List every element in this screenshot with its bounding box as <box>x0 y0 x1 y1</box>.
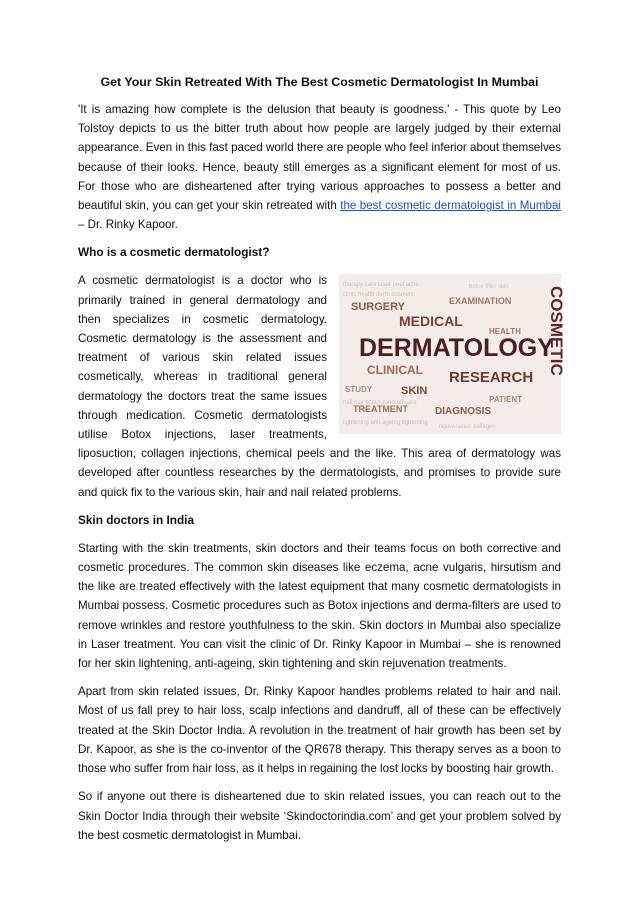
section-heading-cosmetic-dermatologist: Who is a cosmetic dermatologist? <box>78 245 270 260</box>
svg-text:lightening anti-ageing tighten: lightening anti-ageing tightening <box>343 420 428 427</box>
cloud-word-main: DERMATOLOGY <box>359 334 554 363</box>
cloud-word-examination: EXAMINATION <box>449 296 512 307</box>
svg-text:clinic health derm cosmetic: clinic health derm cosmetic <box>343 292 416 299</box>
cloud-word-diagnosis: DIAGNOSIS <box>435 406 492 418</box>
intro-text-end: – Dr. Rinky Kapoor. <box>78 218 178 232</box>
document-title: Get Your Skin Retreated With The Best Cosmetic Dermatologist In Mumbai <box>100 75 539 89</box>
cloud-word-skin: SKIN <box>401 385 428 398</box>
cloud-word-medical: MEDICAL <box>399 313 463 330</box>
cloud-word-cosmetic: COSMETIC <box>547 286 566 377</box>
skin-doctors-paragraph-3: So if anyone out there is disheartened due to skin related issues, you can reach out to the Skin Doctor India through their website ‘Skindoctorindia.com’ and get your problem solved by the best cosmetic dermatologist in Mumbai. <box>78 790 561 842</box>
cloud-word-health: HEALTH <box>489 327 521 337</box>
dermatologist-link[interactable]: the best cosmetic dermatologist in Mumbai <box>340 199 562 213</box>
svg-text:rejuvenation collagen: rejuvenation collagen <box>439 424 496 431</box>
cloud-word-research: RESEARCH <box>449 369 534 387</box>
intro-paragraph <box>78 100 561 234</box>
cloud-word-patient: PATIENT <box>489 395 523 405</box>
intro-text: 'It is amazing how complete is the delusion that beauty is goodness.' - This quote by Leo Tolstoy depicts to us the bitter truth about how people are largely judged by their external appearance. Even in this fast paced world there are people who feel inferior about themselves because of their looks. Hence, beauty still emerges as a significant element for most of us. For those who are disheartened after trying various approaches to possess a better and beautiful skin, you can get your skin retreated with <box>78 103 561 213</box>
skin-doctors-paragraph-2: Apart from skin related issues, Dr. Rinky Kapoor handles problems related to hair and nail. Most of us fall prey to hair loss, scalp infections and dandruff, all of these can be effectively treated at the Skin Doctor India. A revolution in the treatment of hair growth has been set by Dr. Kapoor, as she is the co-inventor of the QR678 therapy. This therapy serves as a boon to those who suffer from hair loss, as it helps in regaining the lost locks by boosting hair growth. <box>78 685 561 776</box>
dermatology-word-cloud-image <box>339 274 566 434</box>
document-page <box>78 73 566 854</box>
section-heading-skin-doctors: Skin doctors in India <box>78 512 195 527</box>
svg-text:botox filler skin: botox filler skin <box>469 284 509 291</box>
cloud-word-surgery: SURGERY <box>351 301 405 314</box>
skin-doctors-paragraph-1: Starting with the skin treatments, skin doctors and their teams focus on both corrective and cosmetic procedures. The common skin diseases like eczema, acne vulgaris, hirsutism and the like are treated effectively with the latest equipment that many cosmetic dermatologists in Mumbai possess. Cosmetic procedures such as Botox injections and derma-filters are used to remove wrinkles and restore youthfulness to the skin. Skin doctors in Mumbai also specialize in Laser treatment. You can visit the clinic of Dr. Rinky Kapoor in Mumbai – she is renowned for her skin lightening, anti-ageing, skin tightening and skin rejuvenation treatments. <box>78 541 561 671</box>
cloud-word-clinical: CLINICAL <box>367 363 423 378</box>
svg-text:therapy care laser peel acne: therapy care laser peel acne <box>343 282 419 289</box>
cloud-word-treatment: TREATMENT <box>353 404 408 415</box>
svg-text:nail hair scalp dandruff care: nail hair scalp dandruff care <box>343 400 417 407</box>
cosmetic-dermatologist-paragraph: A cosmetic dermatologist is a doctor who is primarily trained in general dermatology and then specializes in cosmetic dermatology. Cosmetic dermatology is the assessment and treatment of various skin related issues cosmetically, whereas in traditional general dermatology the doctors treat the same issues through medication. Cosmetic dermatologists utilise Botox injections, laser treatments, liposuction, collagen injections, chemical peels and the like. This area of dermatology was developed after countless researches by the dermatologists, and promises to provide sure and quick fix to the various skin, hair and nail related problems. <box>78 274 561 499</box>
cloud-word-study: STUDY <box>345 385 373 395</box>
